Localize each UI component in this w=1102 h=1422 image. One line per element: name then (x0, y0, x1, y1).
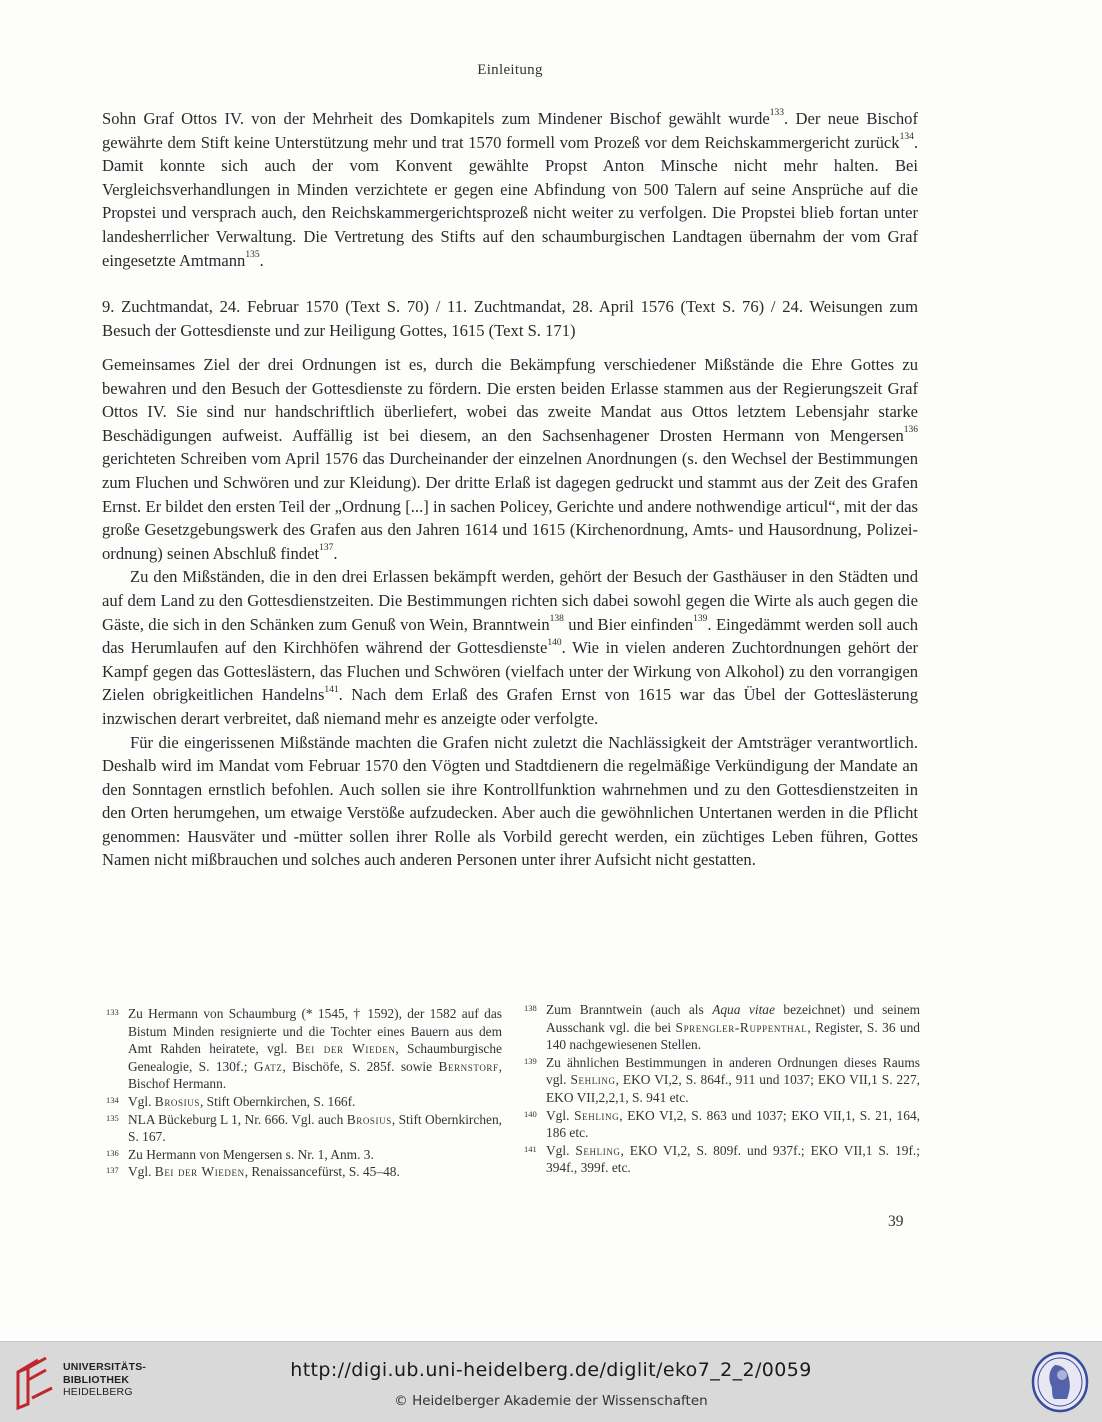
text-run: Sohn Graf Ottos IV. von der Mehrheit des Domkapitels zum Mindener Bischof gewählt wurde (102, 109, 770, 128)
footnote-ref-136[interactable]: 136 (903, 425, 918, 436)
viewer-footer (0, 1341, 1102, 1422)
academy-seal-icon[interactable] (1031, 1351, 1089, 1413)
footnote-140: 140 Vgl. Sehling, EKO VI,2, S. 863 und 1037; EKO VII,1, S. 21, 164, 186 etc. (524, 1107, 920, 1141)
footnote-138: 138 Zum Branntwein (auch als Aqua vitae bezeichnet) und seinem Ausschank vgl. die bei Sprengler-Ruppenthal, Register, S. 36 und 140 nachgewiesenen Stellen. (524, 1002, 921, 1053)
copyright-notice: © Heidelberger Akademie der Wissenschaften (394, 1393, 708, 1409)
footnote-137: 137 Vgl. Bei der Wieden, Renaissancefürst, S. 45–48. (106, 1164, 400, 1180)
text-run: . Wie in vielen anderen Zuchtordnungen gehört der Kampf gegen das Gotteslästern, das Fluchen und Schwören (vielfach unter der Wirkung von Alkohol) zu den vorrangigen Zielen obrigkeitlichen Handelns (102, 638, 918, 705)
paragraph-2 (102, 353, 918, 872)
page-number: 39 (888, 1213, 904, 1230)
footnote-ref-134[interactable]: 134 (899, 132, 914, 143)
text-run: . (259, 250, 264, 270)
paragraph-4: Für die eingerissenen Mißstände machten die Grafen nicht zuletzt die Nachlässigkeit der Amtsträger verantwortlich. Deshalb wird im Mandat vom Februar 1570 den Vögten und Stadtdienern die regelmäßige Verkündigung der Mandate an den Sonntagen ernstlich befohlen. Auch sollen sie ihre Kontrollfunktion wahrnehmen und zu den Gottesdienstzeiten in den Orten herumgehen, um etwaige Verstöße aufzudecken. Aber auch die gewöhnlichen Untertanen werden in die Pflicht genommen: Hausväter und -mütter sollen ihrer Rolle als Vorbild gerecht werden, ein züchtiges Leben führen, Gottes Namen nicht mißbrauchen und solches auch anderen Personen unter ihrer Aufsicht nicht gestatten. (102, 732, 918, 870)
footnote-ref-133[interactable]: 133 (769, 108, 785, 119)
text-run: Gemeinsames Ziel der drei Ordnungen ist es, durch die Bekämpfung verschiedener Mißstände die Ehre Gottes zu bewahren und den Besuch der Gottesdienste zu fördern. Die ersten beiden Erlasse stammen aus der Regierungszeit Graf Ottos IV. Sie sind nur handschriftlich überliefert, wobei das zweite Mandat aus Ottos letztem Lebensjahr starke Beschädigungen aufweist. Auffällig ist bei diesem, an den Sachsenhagener Drosten Hermann von Mengersen (102, 355, 918, 445)
footnote-ref-138[interactable]: 138 (549, 614, 564, 624)
footnote-135: 135 NLA Bückeburg L 1, Nr. 666. Vgl. auch Brosius, Stift Obernkirchen, S. 167. (106, 1111, 502, 1145)
footnote-ref-137[interactable]: 137 (319, 543, 334, 554)
footnote-ref-140[interactable]: 140 (547, 637, 562, 648)
running-head: Einleitung (477, 62, 543, 78)
text-run: und Bier einfinden (563, 614, 694, 634)
text-run: . Nach dem Erlaß des Grafen Ernst von 1615 war das Übel der Gotteslästerung inzwischen derart verbreitet, daß niemand mehr es anzeigte oder verfolgte. (102, 685, 918, 728)
text-run: . Eingedämmt werden soll auch das Herumlaufen auf den Kirchhöfen während der Gottesdienste (102, 614, 918, 658)
footnote-133: 133 Zu Hermann von Schaumburg (* 1545, † 1592), der 1582 auf das Bistum Minden resignierte und die Tochter eines Bauern aus dem Amt Rahden heiratete, vgl. Bei der Wieden, Schaumburgische Genealogie, S. 130f.; Gatz, Bischöfe, S. 285f. sowie Bernstorf, Bischof Hermann. (106, 1006, 502, 1092)
footnote-134: 134 Vgl. Brosius, Stift Obernkirchen, S. 166f. (106, 1093, 356, 1109)
text-run: gerichteten Schreiben vom April 1576 das Durcheinander der einzelnen Anordnungen (s. den Wechsel der Bestimmungen zum Fluchen und Schwören und zur Kleidung). Der dritte Erlaß ist dagegen gedruckt und stammt aus der Zeit des Grafen Ernst. Er bildet den ersten Teil der „Ordnung [...] in sachen Policey, Gerichte und andere nothwendige articul“, mit der das große Gesetzgebungswerk des Grafen aus den Jahren 1614 und 1615 (Kirchenordnung, Amts- und Hausordnung, Polizeiordnung) seinen Abschluß findet (102, 449, 918, 563)
section-heading: 9. Zuchtmandat, 24. Februar 1570 (Text S. 70) / 11. Zuchtmandat, 28. April 1576 (Text S. 76) / 24. Weisungen zum Besuch der Gottesdienste und zur Heiligung Gottes, 1615 (Text S. 171) (102, 297, 918, 340)
document-url-link[interactable]: http://digi.ub.uni-heidelberg.de/diglit/eko7_2_2/0059 (290, 1359, 812, 1381)
footnotes-right (524, 1001, 920, 1177)
paragraph-1 (102, 107, 918, 272)
footnote-136: 136 Zu Hermann von Mengersen s. Nr. 1, Anm. 3. (106, 1146, 374, 1162)
footnotes-left (106, 1005, 502, 1181)
footnote-ref-141[interactable]: 141 (324, 684, 339, 695)
university-library-name: UNIVERSITÄTS- BIBLIOTHEK HEIDELBERG (63, 1361, 147, 1398)
footnote-141: 141 Vgl. Sehling, EKO VI,2, S. 809f. und 937f.; EKO VII,1 S. 19f.; 394f., 399f. etc. (524, 1142, 920, 1176)
paragraph-3 (102, 565, 918, 730)
footnote-139: 139 Zu ähnlichen Bestimmungen in anderen Ordnungen dieses Raums vgl. Sehling, EKO VI,2, S. 864f., 911 und 1037; EKO VII,1 S. 227, EKO VII,2,2,1, S. 941 etc. (524, 1054, 920, 1105)
text-run: Zu den Mißständen, die in den drei Erlassen bekämpft werden, gehört der Besuch der Gasthäuser in den Städten und auf dem Land zu den Gottesdienstzeiten. Die Bestimmungen richten sich dabei sowohl gegen die Wirte als auch gegen die Gäste, die sich in den Schänken zum Genuß von Wein, Branntwein (102, 567, 918, 634)
text-run: . (333, 543, 338, 563)
text-run: . Damit konnte sich auch der vom Konvent gewählte Propst Anton Minsche nicht mehr halten. Bei Vergleichsverhandlungen in Minden verzichtete er gegen eine Abfindung von 500 Talern auf seine Ansprüche auf die Propstei und versprach auch, den Reichskammergerichtsprozeß nicht weiter zu verfolgen. Die Propstei blieb fortan unter landesherrlicher Verwaltung. Die Vertretung des Stifts auf den schaumburgischen Landtagen übernahm der vom Graf eingesetzte Amtmann (102, 132, 918, 270)
footnote-ref-135[interactable]: 135 (245, 250, 260, 261)
text-run: . Der neue Bischof gewährte dem Stift keine Unterstützung mehr und trat 1570 formell vom Prozeß vor dem Reichskammergericht zurück (102, 109, 918, 152)
footnote-ref-139[interactable]: 139 (693, 614, 708, 624)
